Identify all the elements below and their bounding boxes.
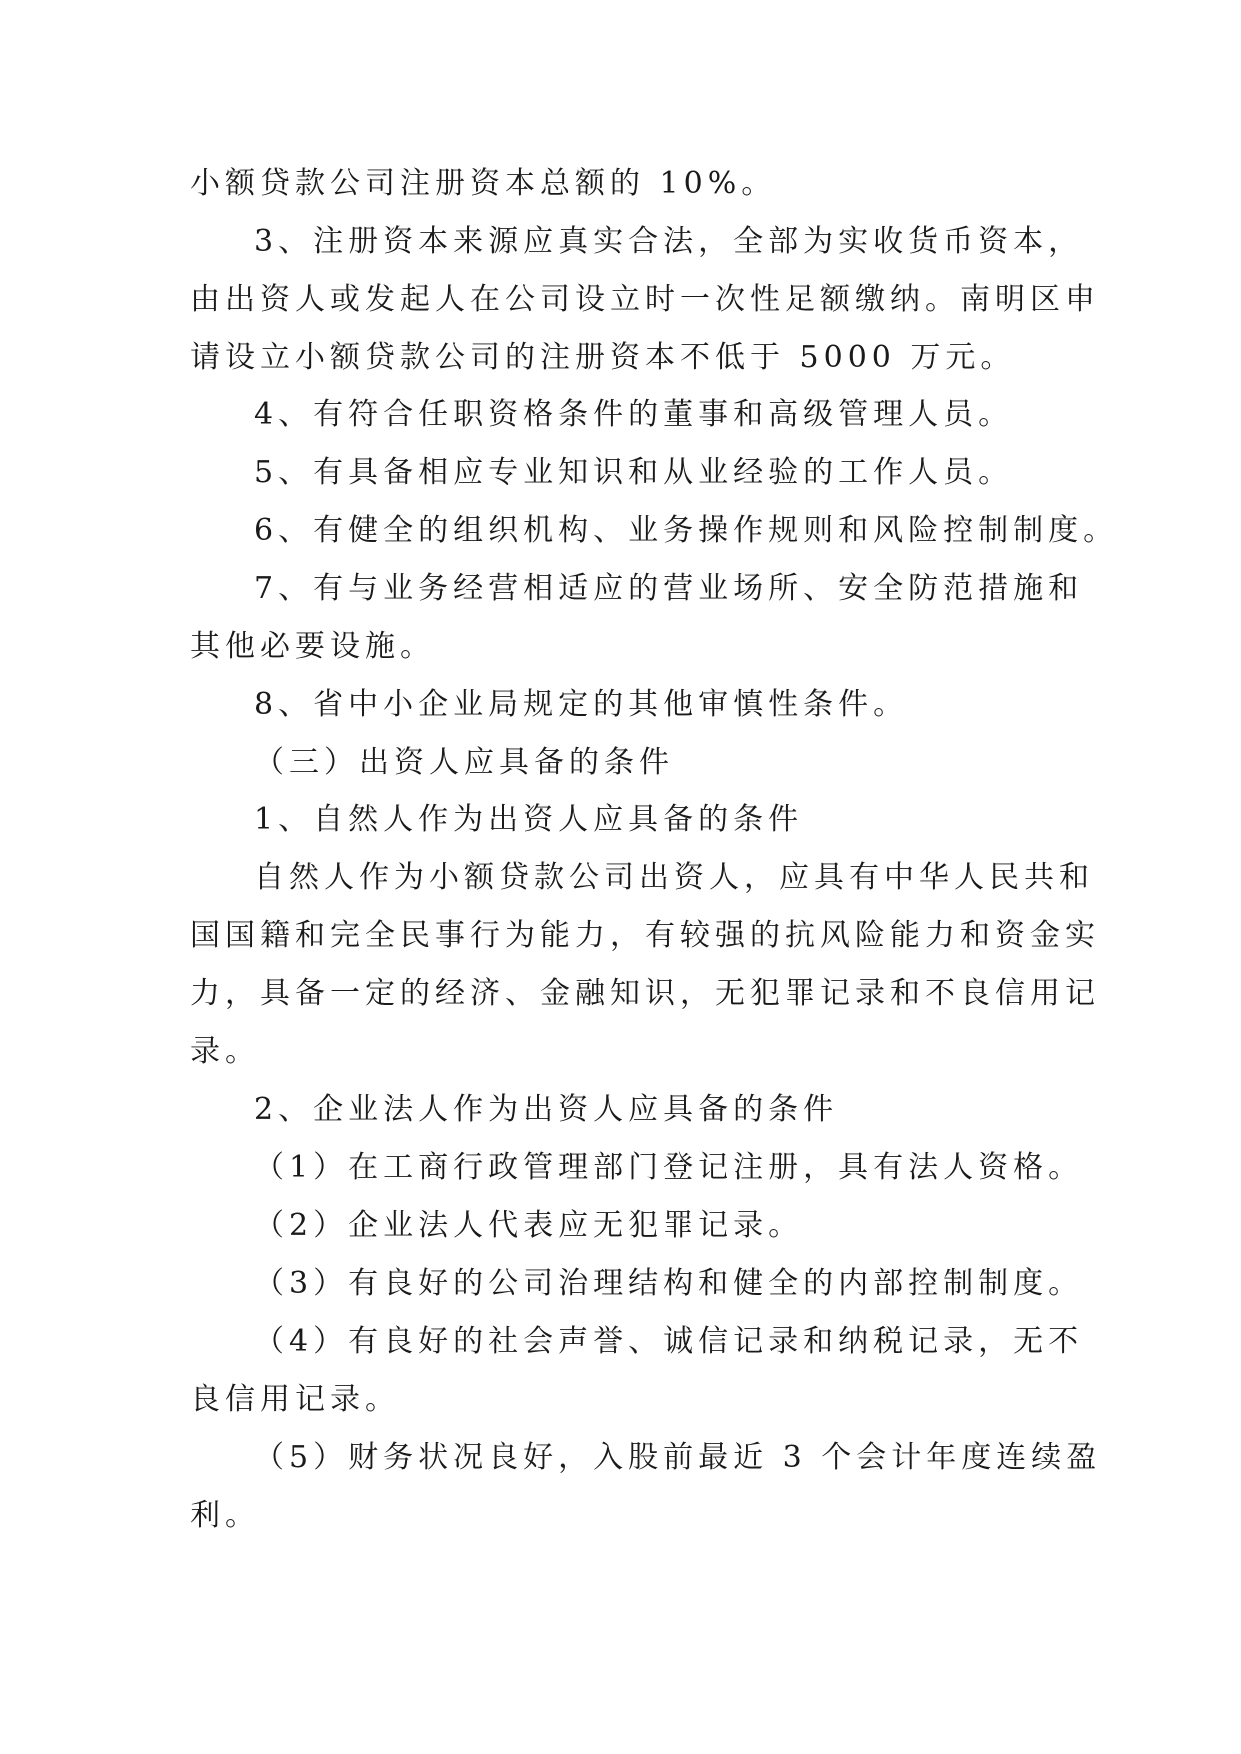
- text-line: 8、省中小企业局规定的其他审慎性条件。: [254, 687, 909, 722]
- text-line: 小额贷款公司注册资本总额的 10%。: [190, 166, 777, 201]
- text-line: （1）在工商行政管理部门登记注册，具有法人资格。: [254, 1150, 1084, 1185]
- text-line: 国国籍和完全民事行为能力，有较强的抗风险能力和资金实: [190, 918, 1100, 953]
- text-line: （2）企业法人代表应无犯罪记录。: [254, 1208, 804, 1243]
- text-line: 录。: [190, 1034, 260, 1069]
- text-line: 5、有具备相应专业知识和从业经验的工作人员。: [254, 455, 1014, 490]
- text-line: 利。: [190, 1498, 260, 1533]
- text-line: 3、注册资本来源应真实合法，全部为实收货币资本，: [254, 224, 1084, 259]
- text-line: 力，具备一定的经济、金融知识，无犯罪记录和不良信用记: [190, 976, 1100, 1011]
- text-line: 其他必要设施。: [190, 629, 435, 664]
- text-line: 2、企业法人作为出资人应具备的条件: [254, 1092, 839, 1127]
- text-line: 1、自然人作为出资人应具备的条件: [254, 802, 804, 837]
- text-line: （5）财务状况良好，入股前最近 3 个会计年度连续盈: [254, 1440, 1102, 1475]
- text-line: 自然人作为小额贷款公司出资人，应具有中华人民共和: [254, 860, 1094, 895]
- section-heading: （三）出资人应具备的条件: [254, 745, 674, 780]
- text-line: 7、有与业务经营相适应的营业场所、安全防范措施和: [254, 571, 1084, 606]
- text-line: 由出资人或发起人在公司设立时一次性足额缴纳。南明区申: [190, 282, 1100, 317]
- text-line: （4）有良好的社会声誉、诚信记录和纳税记录，无不: [254, 1324, 1084, 1359]
- text-line: （3）有良好的公司治理结构和健全的内部控制制度。: [254, 1266, 1084, 1301]
- text-line: 良信用记录。: [190, 1382, 400, 1417]
- text-line: 4、有符合任职资格条件的董事和高级管理人员。: [254, 397, 1014, 432]
- text-line: 6、有健全的组织机构、业务操作规则和风险控制制度。: [254, 513, 1119, 548]
- text-line: 请设立小额贷款公司的注册资本不低于 5000 万元。: [190, 340, 1016, 375]
